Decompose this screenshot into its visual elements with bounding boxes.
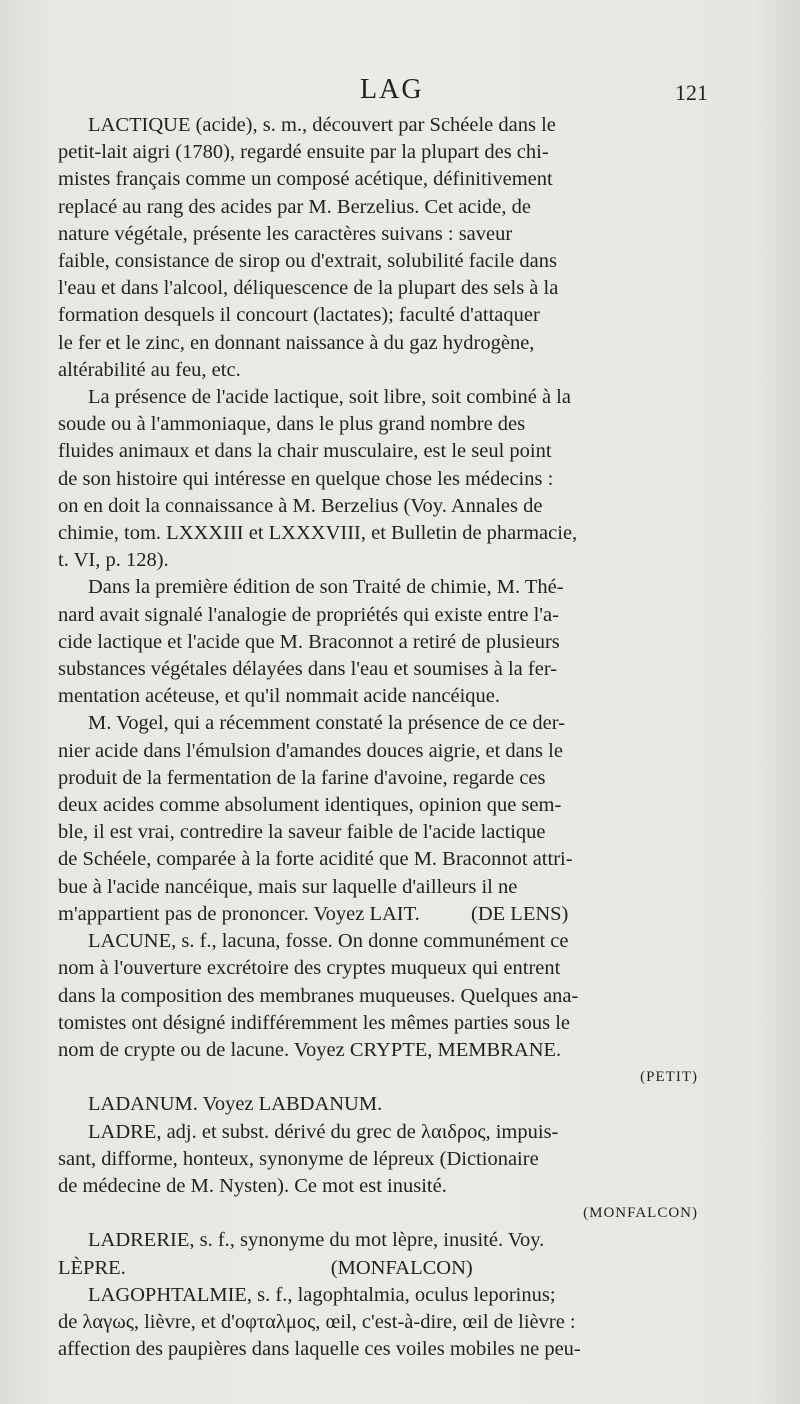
- text-line: tomistes ont désigné indifféremment les mêmes parties sous le: [58, 1011, 571, 1034]
- text-line: mentation acéteuse, et qu'il nommait acide nancéique.: [58, 685, 500, 708]
- text-line: LACUNE, s. f., lacuna, fosse. On donne communément ce: [88, 930, 569, 953]
- text-line: de λαγως, lièvre, et d'οφταλμος, œil, c'est-à-dire, œil de lièvre :: [58, 1310, 576, 1333]
- text-line: M. Vogel, qui a récemment constaté la présence de ce der-: [88, 712, 565, 735]
- page-header: [0, 74, 800, 110]
- text-line: petit-lait aigri (1780), regardé ensuite par la plupart des chi-: [58, 141, 549, 164]
- text-line: LAGOPHTALMIE, s. f., lagophtalmia, oculus leporinus;: [88, 1283, 556, 1306]
- text-line: deux acides comme absolument identiques, opinion que sem-: [58, 794, 562, 817]
- running-head: LAG: [360, 74, 424, 105]
- text-line: on en doit la connaissance à M. Berzelius (Voy. Annales de: [58, 494, 543, 517]
- text-line: LACTIQUE (acide), s. m., découvert par Schéele dans le: [88, 114, 556, 136]
- text-line: soude ou à l'ammoniaque, dans le plus grand nombre des: [58, 413, 526, 436]
- text-line: Dans la première édition de son Traité de chimie, M. Thé-: [88, 576, 564, 599]
- text-line: sant, difforme, honteux, synonyme de lépreux (Dictionaire: [58, 1147, 539, 1170]
- text-line: formation desquels il concourt (lactates); faculté d'attaquer: [58, 304, 540, 327]
- text-line: mistes français comme un composé acétique, définitivement: [58, 168, 553, 191]
- text-line: ble, il est vrai, contredire la saveur faible de l'acide lactique: [58, 821, 546, 844]
- dictionary-text: [58, 112, 716, 1363]
- text-line: cide lactique et l'acide que M. Braconnot a retiré de plusieurs: [58, 630, 560, 653]
- text-line: l'eau et dans l'alcool, déliquescence de la plupart des sels à la: [58, 277, 559, 300]
- text-line: La présence de l'acide lactique, soit libre, soit combiné à la: [88, 386, 571, 409]
- text-line: dans la composition des membranes muqueuses. Quelques ana-: [58, 984, 579, 1007]
- author-signature: (PETIT): [640, 1069, 698, 1086]
- text-line: affection des paupières dans laquelle ces voiles mobiles ne peu-: [58, 1338, 581, 1361]
- page-number: 121: [675, 80, 708, 105]
- text-line: de Schéele, comparée à la forte acidité que M. Braconnot attri-: [58, 848, 573, 871]
- text-line: nom de crypte ou de lacune. Voyez CRYPTE, MEMBRANE.: [58, 1038, 562, 1061]
- text-line: faible, consistance de sirop ou d'extrait, solubilité facile dans: [58, 250, 557, 273]
- text-line: substances végétales délayées dans l'eau et soumises à la fer-: [58, 658, 558, 681]
- text-line: nard avait signalé l'analogie de propriétés qui existe entre l'a-: [58, 603, 559, 626]
- text-line: bue à l'acide nancéique, mais sur laquelle d'ailleurs il ne: [58, 875, 518, 898]
- text-line: replacé au rang des acides par M. Berzelius. Cet acide, de: [58, 195, 531, 218]
- text-line: LÈPRE. (MONFALCON): [58, 1256, 473, 1279]
- text-line: de son histoire qui intéresse en quelque chose les médecins :: [58, 467, 554, 490]
- text-line: nom à l'ouverture excrétoire des cryptes muqueux qui entrent: [58, 957, 561, 980]
- text-line: t. VI, p. 128).: [58, 549, 169, 572]
- author-signature: (MONFALCON): [583, 1205, 698, 1222]
- text-line: altérabilité au feu, etc.: [58, 358, 241, 381]
- text-line: m'appartient pas de prononcer. Voyez LAIT. (DE LENS): [58, 902, 569, 925]
- text-line: fluides animaux et dans la chair musculaire, est le seul point: [58, 440, 552, 463]
- text-line: produit de la fermentation de la farine d'avoine, regarde ces: [58, 766, 546, 789]
- text-line: chimie, tom. LXXXIII et LXXXVIII, et Bulletin de pharmacie,: [58, 522, 578, 545]
- text-line: nier acide dans l'émulsion d'amandes douces aigrie, et dans le: [58, 739, 563, 762]
- text-line: LADRERIE, s. f., synonyme du mot lèpre, inusité. Voy.: [88, 1229, 545, 1252]
- text-line: nature végétale, présente les caractères suivans : saveur: [58, 222, 513, 245]
- text-line: le fer et le zinc, en donnant naissance à du gaz hydrogène,: [58, 331, 535, 354]
- text-line: de médecine de M. Nysten). Ce mot est inusité.: [58, 1174, 447, 1197]
- text-line: LADRE, adj. et subst. dérivé du grec de λαιδρος, impuis-: [88, 1120, 559, 1143]
- text-line: LADANUM. Voyez LABDANUM.: [88, 1093, 383, 1116]
